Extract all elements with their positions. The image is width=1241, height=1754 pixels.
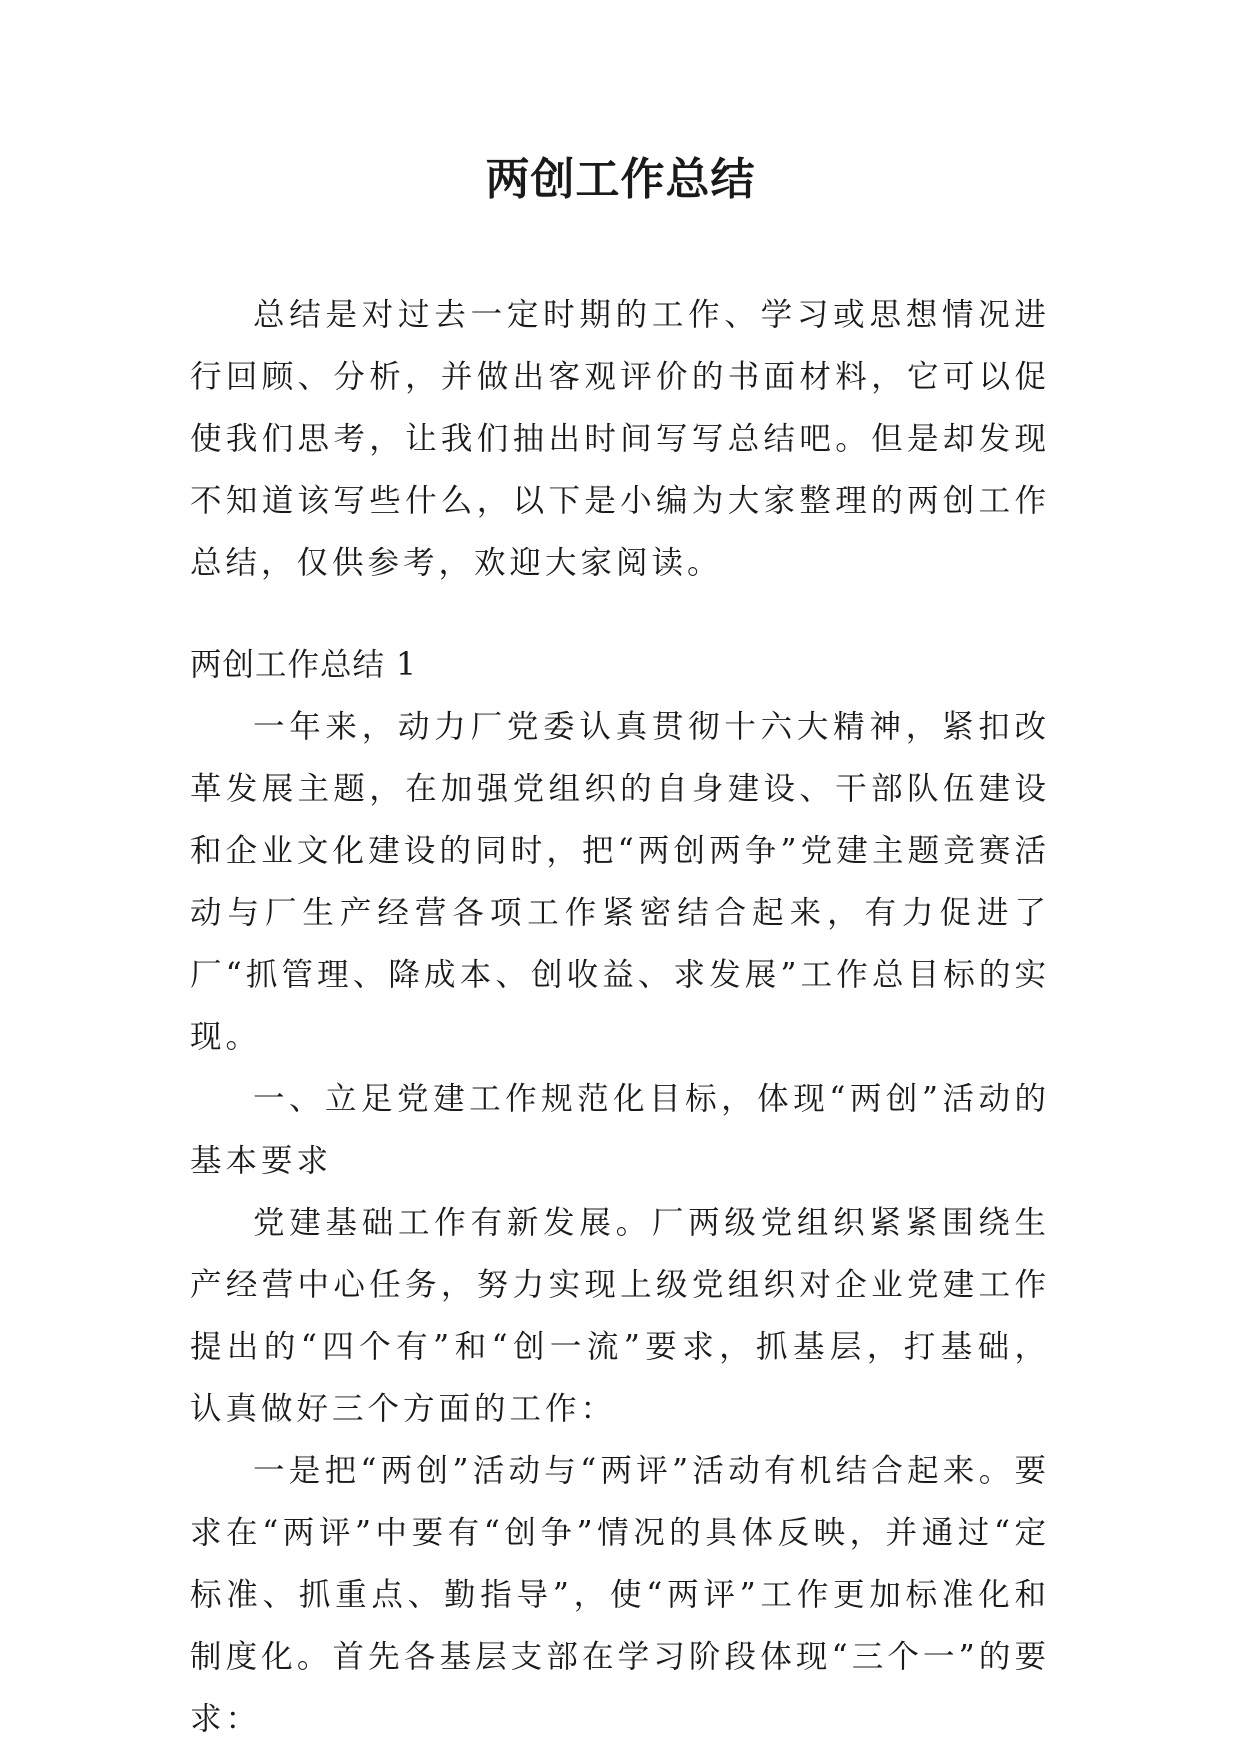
section-heading: 两创工作总结 1 [190, 647, 418, 683]
body-paragraph: 一年来，动力厂党委认真贯彻十六大精神，紧扣改革发展主题，在加强党组织的自身建设、干部队伍建设和企业文化建设的同时，把“两创两争”党建主题竞赛活动与厂生产经营各项工作紧密结合起来，有力促进了厂“抓管理、降成本、创收益、求发展”工作总目标的实现。 [190, 709, 1050, 1055]
document-title: 两创工作总结 [485, 154, 756, 205]
article-block [190, 634, 1050, 1750]
section-subheading: 一、立足党建工作规范化目标，体现“两创”活动的基本要求 [190, 1081, 1050, 1179]
body-paragraph: 一是把“两创”活动与“两评”活动有机结合起来。要求在“两评”中要有“创争”情况的具体反映，并通过“定标准、抓重点、勤指导”，使“两评”工作更加标准化和制度化。首先各基层支部在学习阶段体现“三个一”的要求： [190, 1453, 1050, 1737]
intro-paragraph: 总结是对过去一定时期的工作、学习或思想情况进行回顾、分析，并做出客观评价的书面材料，它可以促使我们思考，让我们抽出时间写写总结吧。但是却发现不知道该写些什么，以下是小编为大家整理的两创工作总结，仅供参考，欢迎大家阅读。 [190, 297, 1050, 581]
intro-block [190, 284, 1050, 594]
body-paragraph: 党建基础工作有新发展。厂两级党组织紧紧围绕生产经营中心任务，努力实现上级党组织对企业党建工作提出的“四个有”和“创一流”要求，抓基层，打基础，认真做好三个方面的工作： [190, 1205, 1050, 1427]
